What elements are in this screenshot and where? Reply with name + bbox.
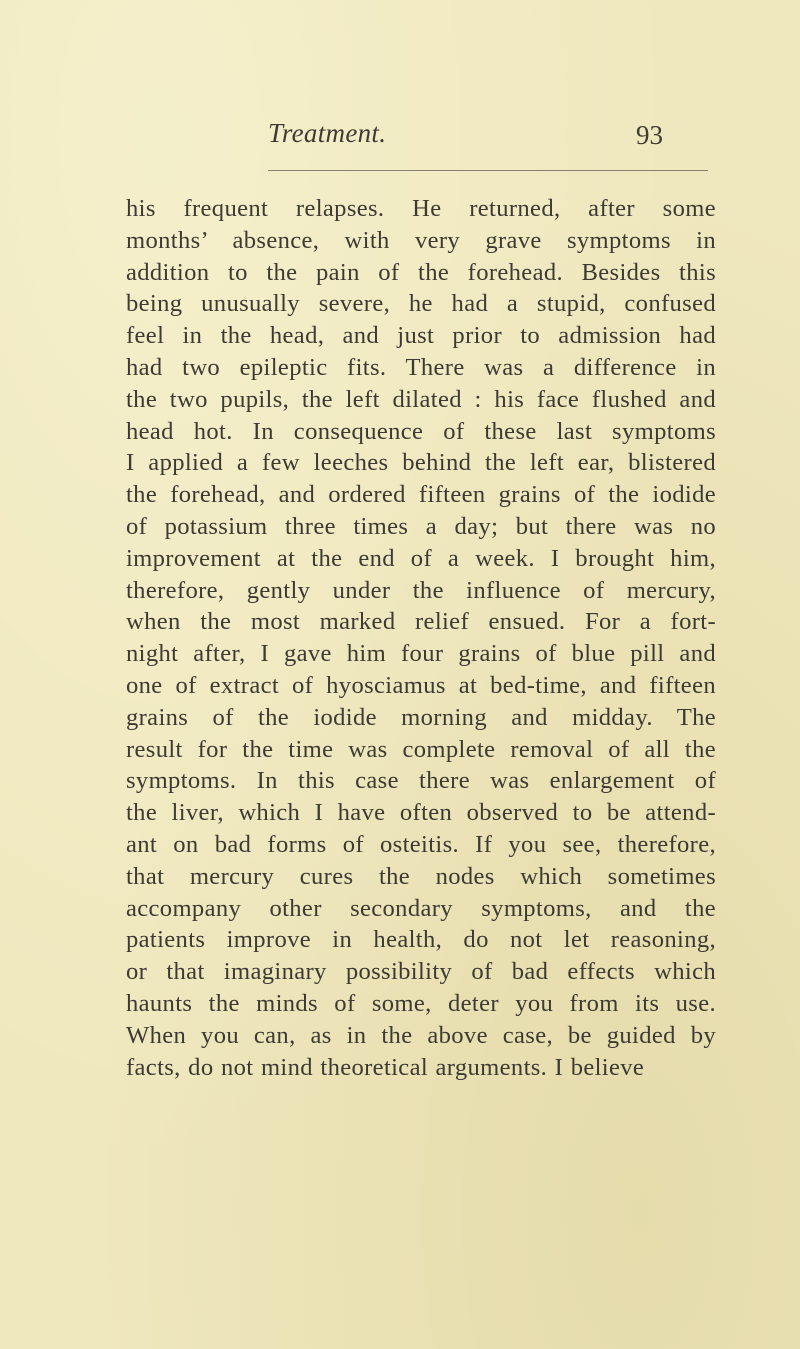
running-head: Treatment. [268,118,387,148]
text-line: when the most marked relief ensued. For a fort- [126,608,716,636]
text-line: the two pupils, the left dilated : his face flushed and [126,385,716,413]
text-line: accompany other secondary symptoms, and the [126,894,716,922]
text-line: one of extract of hyosciamus at bed-time, and fifteen [126,671,716,699]
text-line: head hot. In consequence of these last symptoms [126,417,716,445]
text-line: patients improve in health, do not let reasoning, [126,926,716,954]
text-line: had two epileptic fits. There was a difference in [126,353,716,381]
text-line: being unusually severe, he had a stupid, confused [126,290,716,318]
page-number: 93 [636,120,663,150]
header-rule [268,170,708,171]
text-line: months’ absence, with very grave symptoms in [126,226,716,254]
text-line: therefore, gently under the influence of mercury, [126,576,716,604]
text-line: ant on bad forms of osteitis. If you see, therefore, [126,830,716,858]
text-line: symptoms. In this case there was enlargement of [126,767,716,795]
text-line: result for the time was complete removal of all the [126,735,716,763]
text-line: night after, I gave him four grains of blue pill and [126,640,716,668]
text-line: that mercury cures the nodes which sometimes [126,862,716,890]
text-line: or that imaginary possibility of bad effects which [126,958,716,986]
text-line: addition to the pain of the forehead. Besides this [126,258,716,286]
text-line: I applied a few leeches behind the left ear, blistered [126,449,716,477]
text-line: facts, do not mind theoretical arguments. I believe [126,1053,645,1081]
text-line: the liver, which I have often observed to be attend- [126,799,716,827]
text-line: improvement at the end of a week. I brought him, [126,544,716,572]
body-text [126,193,716,1083]
text-line: the forehead, and ordered fifteen grains of the iodide [126,481,716,509]
text-line: his frequent relapses. He returned, after some [126,195,716,222]
text-line: When you can, as in the above case, be guided by [126,1021,716,1049]
text-line: haunts the minds of some, deter you from its use. [126,989,716,1017]
text-line: grains of the iodide morning and midday. The [126,703,716,731]
text-line: feel in the head, and just prior to admission had [126,322,716,350]
text-line: of potassium three times a day; but there was no [126,512,716,540]
